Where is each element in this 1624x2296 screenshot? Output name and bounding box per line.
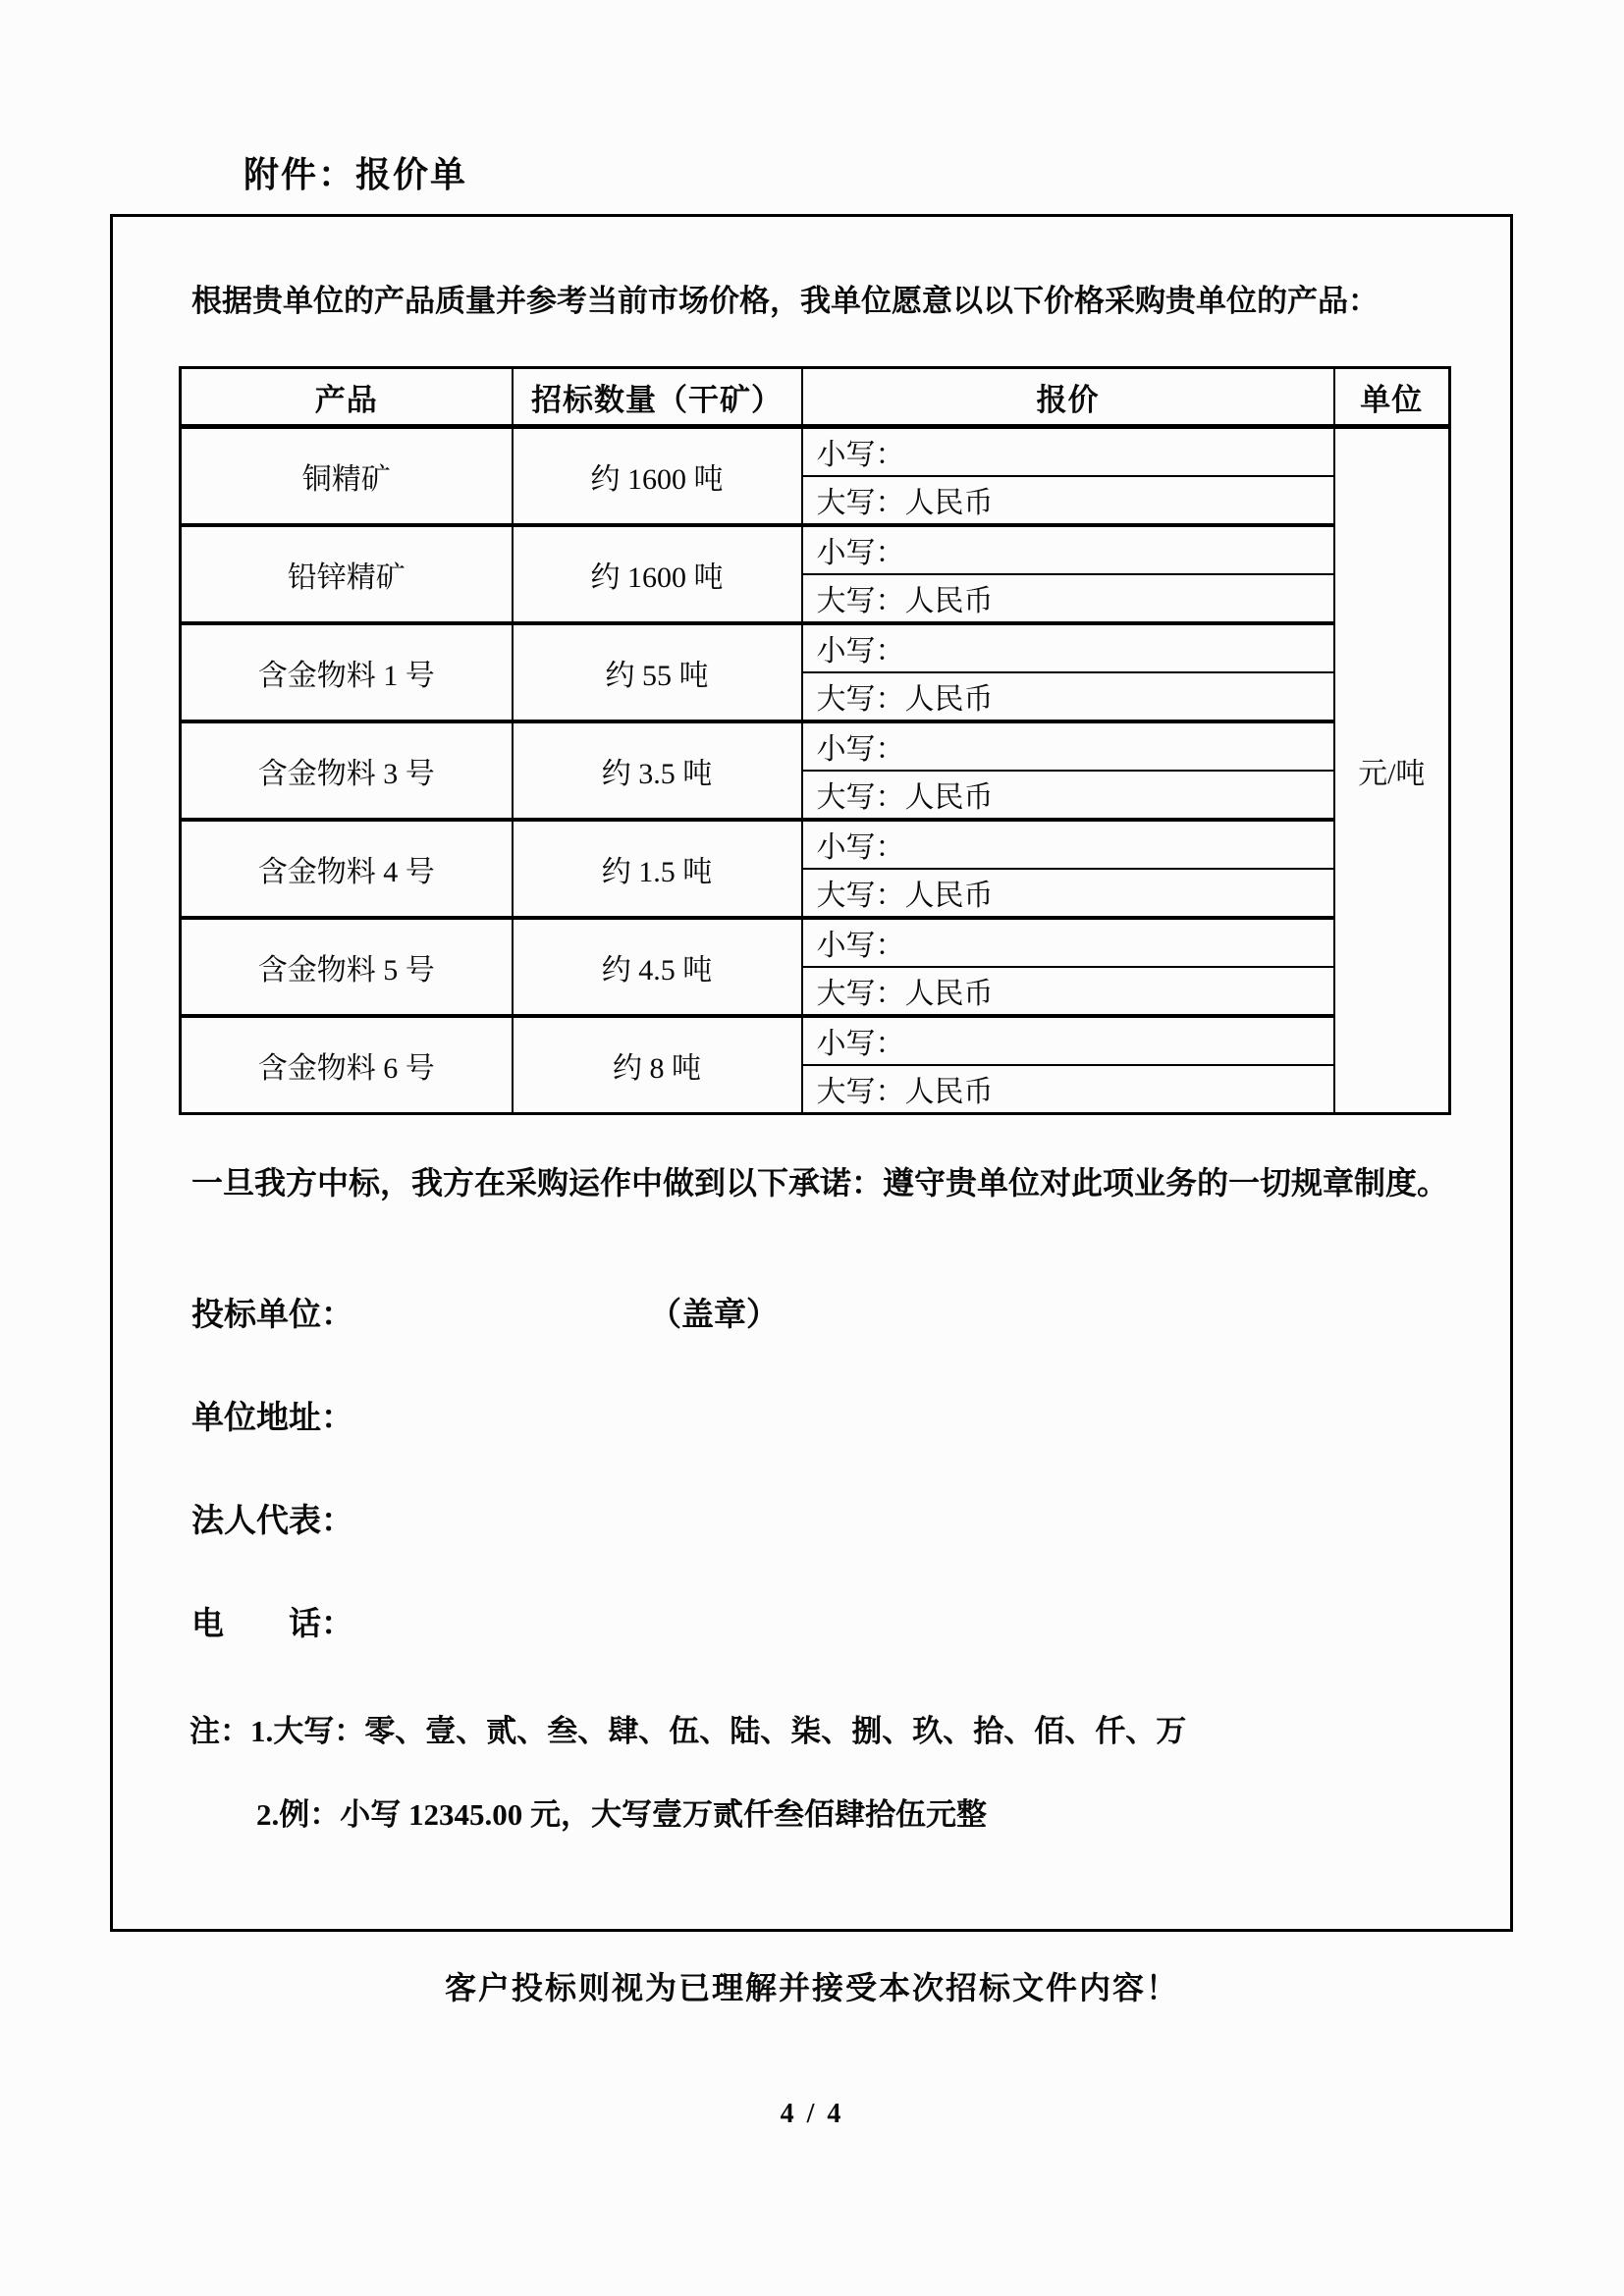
- quantity-cell: 约 1600 吨: [513, 525, 802, 623]
- quote-small-cell: 小写：: [802, 918, 1334, 967]
- footer-note: 客户投标则视为已理解并接受本次招标文件内容！: [444, 1970, 1179, 2005]
- table-row: [181, 1016, 1450, 1065]
- bidder-label: 投标单位：: [191, 1298, 353, 1333]
- bidder-line: [191, 1293, 779, 1338]
- quote-small-cell: 小写：: [802, 623, 1334, 672]
- legal-rep-label: 法人代表：: [191, 1504, 353, 1539]
- address-line: [191, 1396, 353, 1441]
- product-cell: 含金物料 5 号: [181, 918, 513, 1016]
- address-label: 单位地址：: [191, 1401, 353, 1436]
- legal-rep-line: [191, 1499, 353, 1544]
- quotation-box: [110, 214, 1513, 1932]
- table-row: [181, 623, 1450, 672]
- quote-capital-cell: 大写：人民币: [802, 771, 1334, 820]
- quote-capital-cell: 大写：人民币: [802, 574, 1334, 623]
- page-number: 4 / 4: [780, 2099, 844, 2129]
- quote-capital-cell: 大写：人民币: [802, 967, 1334, 1016]
- header-quantity: 招标数量（干矿）: [513, 368, 802, 427]
- intro-paragraph: 根据贵单位的产品质量并参考当前市场价格，我单位愿意以以下价格采购贵单位的产品：: [191, 284, 1379, 318]
- table-row: [181, 820, 1450, 869]
- product-cell: 铅锌精矿: [181, 525, 513, 623]
- table-row: [181, 721, 1450, 771]
- quote-capital-cell: 大写：人民币: [802, 476, 1334, 525]
- phone-line: [191, 1602, 353, 1647]
- quantity-cell: 约 55 吨: [513, 623, 802, 721]
- quote-small-cell: 小写：: [802, 427, 1334, 476]
- quote-small-cell: 小写：: [802, 525, 1334, 574]
- note-line-1: 注：1.大写：零、壹、贰、叁、肆、伍、陆、柒、捌、玖、拾、佰、仟、万: [189, 1714, 1187, 1748]
- unit-cell: 元/吨: [1334, 427, 1450, 1114]
- quote-capital-cell: 大写：人民币: [802, 1065, 1334, 1114]
- product-cell: 含金物料 3 号: [181, 721, 513, 820]
- quote-small-cell: 小写：: [802, 820, 1334, 869]
- quantity-cell: 约 4.5 吨: [513, 918, 802, 1016]
- quote-capital-cell: 大写：人民币: [802, 869, 1334, 918]
- quotation-table: [179, 366, 1451, 1115]
- header-product: 产品: [181, 368, 513, 427]
- phone-label: 电 话：: [191, 1607, 353, 1642]
- table-row: [181, 427, 1450, 476]
- commitment-paragraph: 一旦我方中标，我方在采购运作中做到以下承诺：遵守贵单位对此项业务的一切规章制度。: [191, 1165, 1449, 1201]
- quantity-cell: 约 1.5 吨: [513, 820, 802, 918]
- quantity-cell: 约 1600 吨: [513, 427, 802, 525]
- product-cell: 含金物料 6 号: [181, 1016, 513, 1114]
- header-unit: 单位: [1334, 368, 1450, 427]
- quote-capital-cell: 大写：人民币: [802, 672, 1334, 721]
- table-row: [181, 918, 1450, 967]
- quantity-cell: 约 8 吨: [513, 1016, 802, 1114]
- page-title: 附件：报价单: [244, 155, 468, 194]
- note-line-2: 2.例：小写 12345.00 元，大写壹万贰仟叁佰肆拾伍元整: [256, 1797, 987, 1832]
- header-quote: 报价: [802, 368, 1334, 427]
- seal-label: （盖章）: [649, 1298, 779, 1333]
- product-cell: 含金物料 1 号: [181, 623, 513, 721]
- product-cell: 含金物料 4 号: [181, 820, 513, 918]
- table-row: [181, 525, 1450, 574]
- quote-small-cell: 小写：: [802, 721, 1334, 771]
- table-header-row: [181, 368, 1450, 427]
- quantity-cell: 约 3.5 吨: [513, 721, 802, 820]
- quote-small-cell: 小写：: [802, 1016, 1334, 1065]
- product-cell: 铜精矿: [181, 427, 513, 525]
- quote-table-body: [181, 427, 1450, 1114]
